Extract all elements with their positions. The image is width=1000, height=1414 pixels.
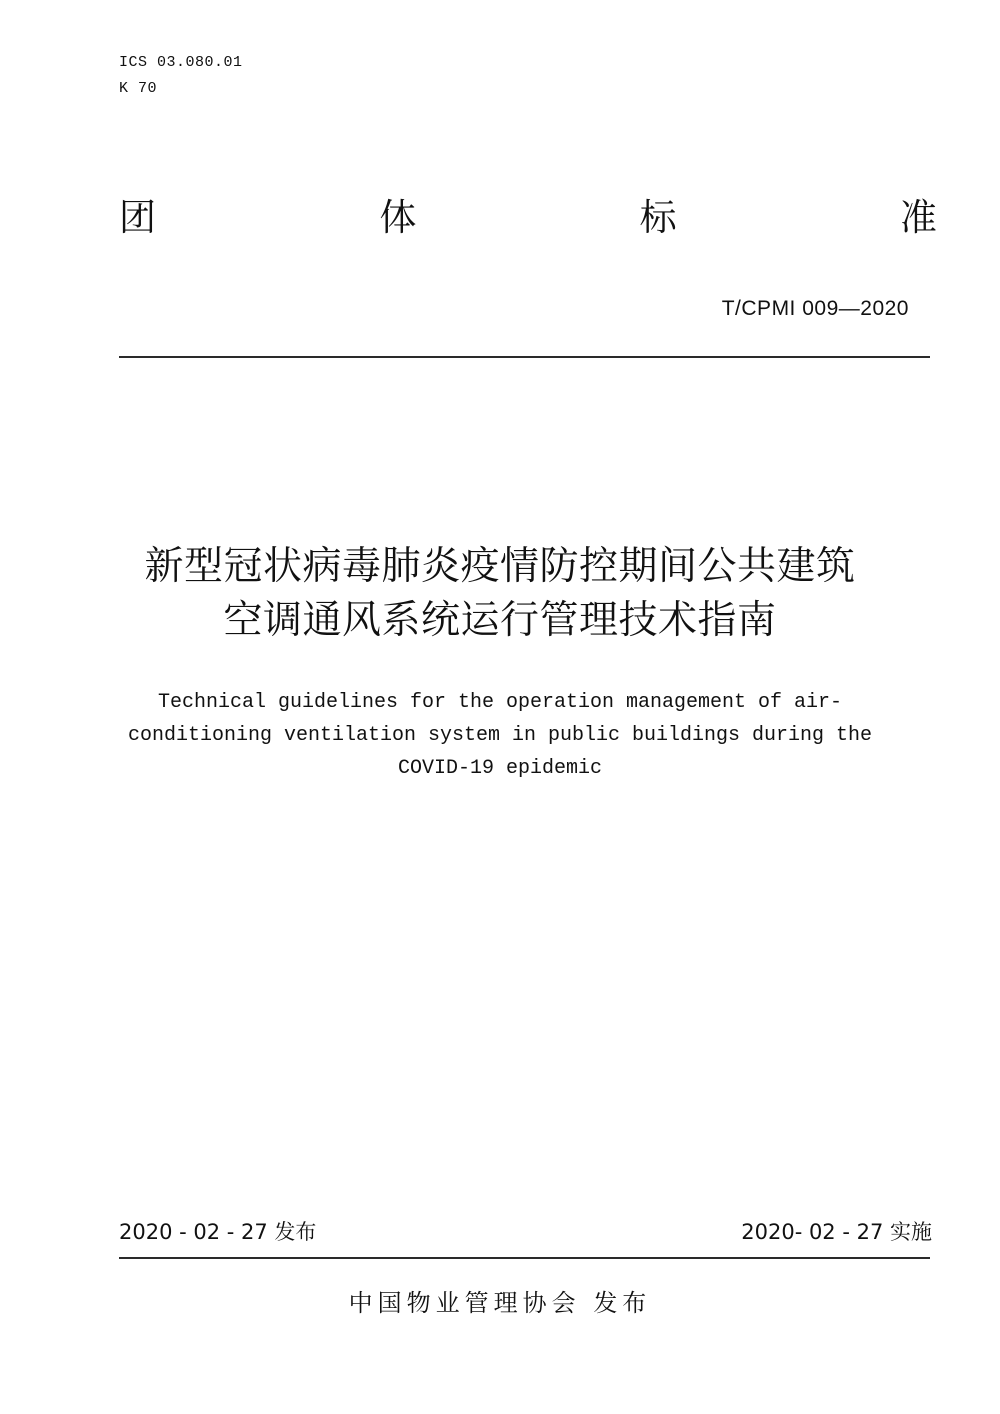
english-title [0, 686, 1000, 785]
ics-code: ICS 03.080.01 [119, 54, 243, 71]
classification-codes [119, 50, 243, 102]
chinese-title [0, 540, 1000, 648]
standard-type-char: 团 [119, 196, 156, 239]
english-title-line-3: COVID-19 epidemic [397, 757, 603, 780]
standard-type-heading [119, 193, 937, 243]
implement-date: 2020- 02 - 27 实施 [741, 1220, 932, 1244]
chinese-title-line-1: 新型冠状病毒肺炎疫情防控期间公共建筑 [144, 544, 856, 589]
publisher-line [0, 1286, 1000, 1320]
standard-type-char: 准 [899, 196, 937, 239]
publisher-action: 发布 [593, 1289, 652, 1317]
english-title-line-2: conditioning ventilation system in public buildings during the [127, 724, 873, 747]
standard-type-char: 体 [379, 196, 417, 239]
english-title-line-1: Technical guidelines for the operation management of air- [157, 691, 843, 714]
dates-row [119, 1216, 932, 1248]
publisher-org: 中国物业管理协会 [348, 1289, 581, 1317]
publish-date: 2020 - 02 - 27 发布 [119, 1220, 317, 1244]
top-divider [119, 356, 930, 358]
standard-number: T/CPMI 009—2020 [721, 297, 909, 320]
bottom-divider [119, 1257, 930, 1259]
standard-type-char: 标 [639, 196, 677, 239]
ccs-code: K 70 [119, 80, 158, 97]
chinese-title-line-2: 空调通风系统运行管理技术指南 [223, 598, 777, 643]
